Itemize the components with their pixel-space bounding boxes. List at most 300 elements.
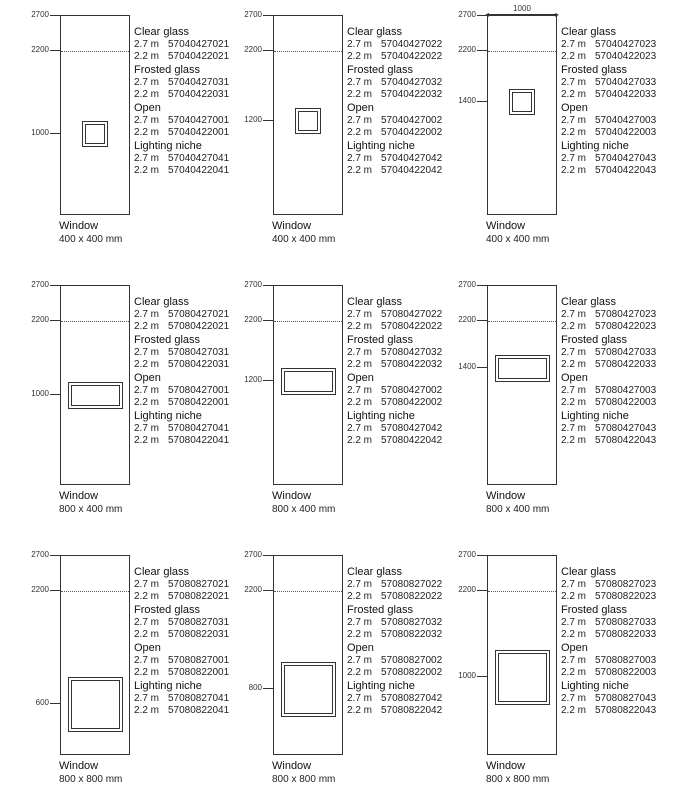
height-tick	[263, 285, 273, 286]
length-label: 2.2 m	[134, 89, 160, 100]
product-code: 57080427042	[381, 423, 443, 434]
length-label: 2.7 m	[347, 423, 373, 434]
product-row	[134, 435, 269, 447]
spec-section-title: Open	[134, 372, 161, 384]
height-label-2200: 2200	[31, 585, 49, 594]
window-caption	[59, 489, 122, 517]
product-row	[561, 655, 677, 667]
product-row	[561, 667, 677, 679]
length-label: 2.2 m	[561, 321, 587, 332]
height-label-2200: 2200	[31, 45, 49, 54]
length-label: 2.2 m	[561, 591, 587, 602]
spec-section	[561, 371, 677, 409]
caption-dimensions: 800 x 800 mm	[486, 774, 550, 785]
product-code: 57040427023	[595, 39, 657, 50]
height-label-top: 2700	[458, 280, 476, 289]
product-code: 57080827042	[381, 693, 443, 704]
wall-panel	[60, 285, 130, 485]
length-label: 2.7 m	[347, 153, 373, 164]
spec-section	[134, 139, 269, 177]
height-label-2200: 2200	[244, 315, 262, 324]
length-label: 2.2 m	[561, 127, 587, 138]
product-row	[347, 693, 482, 705]
spec-section	[347, 295, 482, 333]
spec-section-title: Lighting niche	[134, 410, 202, 422]
length-label: 2.2 m	[134, 667, 160, 678]
product-code: 57080427002	[381, 385, 443, 396]
spec-section-title: Lighting niche	[347, 410, 415, 422]
product-code: 57080827023	[595, 579, 657, 590]
length-label: 2.7 m	[561, 39, 587, 50]
product-code: 57080427021	[168, 309, 230, 320]
spec-section-title: Open	[561, 102, 588, 114]
product-row	[347, 397, 482, 409]
length-label: 2.7 m	[347, 309, 373, 320]
length-label: 2.2 m	[347, 705, 373, 716]
spec-section-title: Clear glass	[561, 26, 617, 38]
caption-dimensions: 800 x 400 mm	[486, 504, 550, 515]
height-2200-line	[488, 591, 556, 592]
length-label: 2.2 m	[347, 359, 373, 370]
height-label-top: 2700	[244, 10, 262, 19]
length-label: 2.2 m	[347, 165, 373, 176]
length-label: 2.2 m	[134, 591, 160, 602]
spec-list	[561, 295, 677, 447]
window-opening	[82, 121, 108, 147]
height-tick	[477, 676, 487, 677]
spec-section-title: Clear glass	[134, 26, 190, 38]
product-row	[561, 39, 677, 51]
spec-section	[561, 603, 677, 641]
height-tick	[50, 703, 60, 704]
product-row	[561, 591, 677, 603]
height-tick	[477, 101, 487, 102]
spec-section	[134, 641, 269, 679]
product-row	[134, 153, 269, 165]
spec-section	[561, 295, 677, 333]
window-caption	[486, 219, 549, 247]
length-label: 2.7 m	[347, 347, 373, 358]
product-code: 57040422043	[595, 165, 657, 176]
spec-section-title: Clear glass	[347, 296, 403, 308]
product-row	[347, 385, 482, 397]
window-caption	[272, 759, 335, 787]
height-label-2200: 2200	[458, 45, 476, 54]
product-code: 57040427041	[168, 153, 230, 164]
product-row	[561, 693, 677, 705]
length-label: 2.7 m	[134, 309, 160, 320]
spec-section-title: Lighting niche	[561, 140, 629, 152]
height-label-window: 800	[248, 683, 262, 692]
product-row	[134, 629, 269, 641]
wall-panel	[60, 15, 130, 215]
spec-section-title: Open	[347, 102, 374, 114]
spec-section	[347, 679, 482, 717]
caption-dimensions: 800 x 400 mm	[59, 504, 123, 515]
product-row	[347, 347, 482, 359]
height-label-top: 2700	[244, 280, 262, 289]
caption-title: Window	[486, 760, 526, 772]
height-label-window: 1400	[458, 96, 476, 105]
spec-section-title: Lighting niche	[134, 140, 202, 152]
caption-title: Window	[272, 760, 312, 772]
height-label-window: 600	[35, 698, 49, 707]
product-row	[561, 435, 677, 447]
height-tick	[50, 555, 60, 556]
spec-section	[134, 295, 269, 333]
length-label: 2.7 m	[134, 115, 160, 126]
length-label: 2.2 m	[134, 629, 160, 640]
spec-section-title: Frosted glass	[561, 604, 628, 616]
product-code: 57080422043	[595, 435, 657, 446]
spec-section-title: Lighting niche	[561, 680, 629, 692]
height-label-top: 2700	[31, 280, 49, 289]
window-opening	[509, 89, 535, 115]
height-label-top: 2700	[31, 10, 49, 19]
product-code: 57040422032	[381, 89, 443, 100]
product-row	[134, 89, 269, 101]
window-caption	[486, 489, 549, 517]
spec-section-title: Clear glass	[134, 296, 190, 308]
caption-dimensions: 800 x 800 mm	[59, 774, 123, 785]
spec-section	[561, 63, 677, 101]
product-code: 57080822042	[381, 705, 443, 716]
wall-panel	[273, 15, 343, 215]
product-row	[347, 655, 482, 667]
length-label: 2.7 m	[134, 693, 160, 704]
spec-section	[347, 139, 482, 177]
height-2200-line	[488, 51, 556, 52]
length-label: 2.2 m	[134, 127, 160, 138]
caption-title: Window	[59, 490, 99, 502]
height-tick	[263, 688, 273, 689]
width-dimension-label: 1000	[513, 4, 531, 13]
width-dimension	[485, 4, 559, 19]
length-label: 2.2 m	[347, 127, 373, 138]
height-2200-line	[274, 591, 342, 592]
height-tick	[477, 367, 487, 368]
length-label: 2.2 m	[347, 591, 373, 602]
product-row	[561, 347, 677, 359]
product-code: 57040422041	[168, 165, 230, 176]
height-tick	[477, 555, 487, 556]
length-label: 2.2 m	[561, 165, 587, 176]
length-label: 2.2 m	[347, 435, 373, 446]
spec-section	[561, 101, 677, 139]
length-label: 2.7 m	[134, 655, 160, 666]
window-opening	[495, 355, 550, 382]
length-label: 2.7 m	[561, 309, 587, 320]
product-code: 57040427002	[381, 115, 443, 126]
height-tick	[50, 50, 60, 51]
length-label: 2.2 m	[561, 89, 587, 100]
product-code: 57040427022	[381, 39, 443, 50]
spec-section	[134, 333, 269, 371]
product-row	[561, 153, 677, 165]
length-label: 2.2 m	[134, 165, 160, 176]
product-code: 57080427043	[595, 423, 657, 434]
height-label-2200: 2200	[244, 585, 262, 594]
product-row	[134, 617, 269, 629]
height-2200-line	[274, 51, 342, 52]
length-label: 2.7 m	[561, 153, 587, 164]
product-code: 57040422003	[595, 127, 657, 138]
product-row	[134, 385, 269, 397]
window-caption	[59, 219, 122, 247]
product-code: 57080822023	[595, 591, 657, 602]
spec-section	[561, 565, 677, 603]
spec-list	[561, 565, 677, 717]
height-tick	[50, 320, 60, 321]
product-code: 57040422001	[168, 127, 230, 138]
window-frame	[71, 385, 120, 406]
spec-section	[561, 25, 677, 63]
product-row	[347, 705, 482, 717]
window-caption	[272, 489, 335, 517]
product-code: 57080827021	[168, 579, 230, 590]
product-row	[134, 127, 269, 139]
height-tick	[477, 50, 487, 51]
height-tick	[263, 120, 273, 121]
length-label: 2.7 m	[561, 77, 587, 88]
spec-section	[561, 641, 677, 679]
length-label: 2.7 m	[561, 347, 587, 358]
length-label: 2.7 m	[134, 39, 160, 50]
product-code: 57080422021	[168, 321, 230, 332]
product-code: 57080822022	[381, 591, 443, 602]
product-code: 57040422031	[168, 89, 230, 100]
window-frame	[498, 358, 547, 379]
height-label-window: 1000	[31, 128, 49, 137]
product-code: 57080422003	[595, 397, 657, 408]
height-2200-line	[488, 321, 556, 322]
spec-section	[347, 409, 482, 447]
spec-section-title: Clear glass	[561, 566, 617, 578]
height-label-window: 1000	[31, 389, 49, 398]
product-code: 57040422042	[381, 165, 443, 176]
spec-section-title: Open	[561, 372, 588, 384]
spec-section-title: Frosted glass	[134, 64, 201, 76]
spec-section-title: Lighting niche	[347, 140, 415, 152]
length-label: 2.2 m	[134, 705, 160, 716]
spec-section-title: Frosted glass	[561, 64, 628, 76]
product-code: 57080822002	[381, 667, 443, 678]
height-label-2200: 2200	[458, 315, 476, 324]
height-tick	[477, 590, 487, 591]
height-tick	[50, 15, 60, 16]
product-row	[347, 435, 482, 447]
product-code: 57080827033	[595, 617, 657, 628]
product-code: 57080422023	[595, 321, 657, 332]
product-row	[134, 693, 269, 705]
spec-section	[347, 101, 482, 139]
length-label: 2.2 m	[561, 667, 587, 678]
product-code: 57080822033	[595, 629, 657, 640]
length-label: 2.7 m	[561, 423, 587, 434]
height-2200-line	[61, 591, 129, 592]
height-label-2200: 2200	[458, 585, 476, 594]
caption-title: Window	[272, 490, 312, 502]
length-label: 2.7 m	[347, 385, 373, 396]
window-frame	[512, 92, 532, 112]
product-row	[561, 77, 677, 89]
wall-panel	[487, 15, 557, 215]
window-opening	[281, 368, 336, 395]
product-row	[561, 359, 677, 371]
spec-section	[347, 565, 482, 603]
product-code: 57040427042	[381, 153, 443, 164]
product-row	[561, 397, 677, 409]
spec-section	[347, 371, 482, 409]
spec-section	[561, 333, 677, 371]
spec-section	[347, 603, 482, 641]
window-opening	[295, 108, 321, 134]
product-code: 57040427033	[595, 77, 657, 88]
length-label: 2.2 m	[561, 397, 587, 408]
length-label: 2.7 m	[134, 347, 160, 358]
product-row	[347, 115, 482, 127]
spec-section-title: Lighting niche	[347, 680, 415, 692]
product-row	[561, 165, 677, 177]
spec-section	[561, 679, 677, 717]
caption-title: Window	[59, 220, 99, 232]
product-code: 57080422033	[595, 359, 657, 370]
caption-title: Window	[59, 760, 99, 772]
product-row	[561, 309, 677, 321]
height-tick	[263, 320, 273, 321]
width-dimension-line	[487, 14, 557, 15]
height-label-window: 1200	[244, 115, 262, 124]
product-code: 57080827032	[381, 617, 443, 628]
height-tick	[263, 15, 273, 16]
caption-dimensions: 400 x 400 mm	[272, 234, 336, 245]
length-label: 2.7 m	[561, 579, 587, 590]
spec-section-title: Frosted glass	[347, 64, 414, 76]
window-frame	[85, 124, 105, 144]
product-code: 57080827041	[168, 693, 230, 704]
product-row	[561, 423, 677, 435]
window-frame	[71, 680, 120, 729]
height-2200-line	[61, 51, 129, 52]
product-code: 57080822032	[381, 629, 443, 640]
wall-panel	[60, 555, 130, 755]
product-row	[347, 423, 482, 435]
product-row	[134, 165, 269, 177]
height-label-2200: 2200	[244, 45, 262, 54]
length-label: 2.7 m	[347, 693, 373, 704]
product-code: 57080422031	[168, 359, 230, 370]
spec-section-title: Clear glass	[347, 26, 403, 38]
spec-section	[561, 409, 677, 447]
window-caption	[272, 219, 335, 247]
length-label: 2.2 m	[134, 435, 160, 446]
product-code: 57080422032	[381, 359, 443, 370]
product-row	[347, 617, 482, 629]
length-label: 2.2 m	[134, 359, 160, 370]
wall-panel	[487, 555, 557, 755]
length-label: 2.7 m	[134, 579, 160, 590]
spec-section	[134, 565, 269, 603]
product-code: 57040427003	[595, 115, 657, 126]
window-opening	[281, 662, 336, 717]
product-code: 57040422022	[381, 51, 443, 62]
spec-section-title: Lighting niche	[561, 410, 629, 422]
length-label: 2.2 m	[561, 629, 587, 640]
spec-section-title: Clear glass	[134, 566, 190, 578]
product-row	[561, 385, 677, 397]
product-code: 57040427031	[168, 77, 230, 88]
product-code: 57040422023	[595, 51, 657, 62]
spec-section	[134, 409, 269, 447]
product-code: 57080422042	[381, 435, 443, 446]
product-row	[134, 347, 269, 359]
spec-section-title: Frosted glass	[134, 604, 201, 616]
spec-section-title: Frosted glass	[561, 334, 628, 346]
product-row	[347, 127, 482, 139]
arrow-right-icon: ▸	[554, 10, 559, 19]
spec-section	[134, 603, 269, 641]
product-code: 57080427023	[595, 309, 657, 320]
spec-section	[134, 63, 269, 101]
length-label: 2.2 m	[561, 435, 587, 446]
window-frame	[498, 653, 547, 702]
product-code: 57080827001	[168, 655, 230, 666]
product-code: 57080827002	[381, 655, 443, 666]
product-row	[561, 89, 677, 101]
length-label: 2.7 m	[347, 617, 373, 628]
product-code: 57080827022	[381, 579, 443, 590]
window-caption	[59, 759, 122, 787]
spec-section	[347, 25, 482, 63]
height-tick	[50, 133, 60, 134]
length-label: 2.7 m	[561, 617, 587, 628]
length-label: 2.7 m	[561, 385, 587, 396]
length-label: 2.2 m	[347, 629, 373, 640]
length-label: 2.2 m	[561, 51, 587, 62]
product-code: 57080822041	[168, 705, 230, 716]
product-row	[134, 359, 269, 371]
length-label: 2.7 m	[561, 693, 587, 704]
caption-title: Window	[486, 220, 526, 232]
height-label-top: 2700	[458, 550, 476, 559]
caption-title: Window	[486, 490, 526, 502]
product-row	[561, 127, 677, 139]
product-row	[347, 77, 482, 89]
product-row	[561, 51, 677, 63]
product-code: 57080827003	[595, 655, 657, 666]
wall-panel	[273, 285, 343, 485]
height-tick	[477, 285, 487, 286]
length-label: 2.2 m	[347, 667, 373, 678]
product-code: 57080427033	[595, 347, 657, 358]
window-frame	[284, 665, 333, 714]
length-label: 2.7 m	[347, 115, 373, 126]
length-label: 2.2 m	[347, 397, 373, 408]
length-label: 2.2 m	[347, 321, 373, 332]
product-row	[134, 667, 269, 679]
product-code: 57080827043	[595, 693, 657, 704]
height-label-top: 2700	[244, 550, 262, 559]
product-code: 57080427041	[168, 423, 230, 434]
height-label-2200: 2200	[31, 315, 49, 324]
product-code: 57040422002	[381, 127, 443, 138]
product-code: 57080822021	[168, 591, 230, 602]
product-code: 57080427001	[168, 385, 230, 396]
product-code: 57080422041	[168, 435, 230, 446]
product-row	[134, 423, 269, 435]
length-label: 2.2 m	[561, 359, 587, 370]
product-code: 57080427022	[381, 309, 443, 320]
